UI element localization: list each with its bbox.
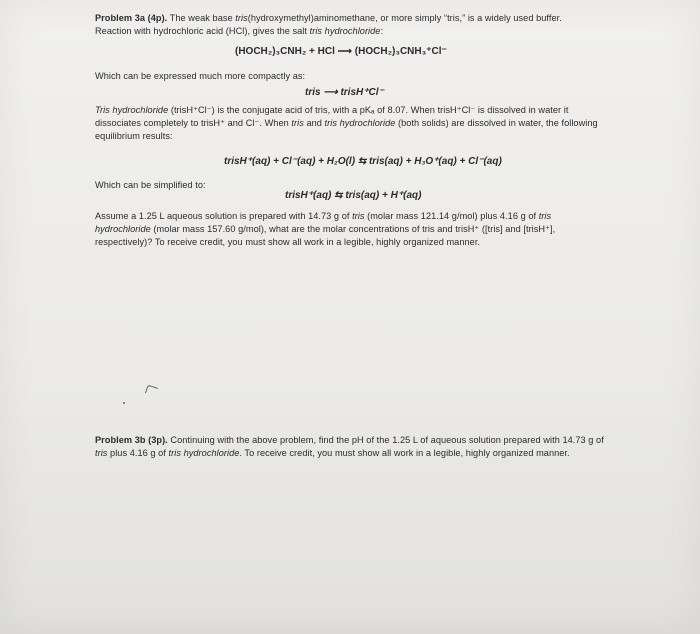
equilibrium-equation: trisH⁺(aq) + Cl⁻(aq) + H₂O(l) ⇆ tris(aq) + H₃O⁺(aq) + Cl⁻(aq) xyxy=(224,156,502,167)
problem-3b-heading: Problem 3b (3p). xyxy=(95,435,168,445)
simplified-label: Which can be simplified to: xyxy=(95,180,206,190)
neutralization-reaction: (HOCH₂)₃CNH₂ + HCl ⟶ (HOCH₂)₃CNH₃⁺Cl⁻ xyxy=(235,46,447,57)
problem-3a-intro: Problem 3a (4p). The weak base tris(hydroxymethyl)aminomethane, or more simply “tris,” is a widely used buffer. Reaction with hydrochloric acid (HCl), gives the salt tris hydrochloride: xyxy=(95,13,562,36)
compact-equation: tris ⟶ trisH⁺Cl⁻ xyxy=(305,87,384,98)
problem-3b-text: Problem 3b (3p). Continuing with the above problem, find the pH of the 1.25 L of aqueous solution prepared with 14.73 g of tris plus 4.16 g of tris hydrochloride. To receive credit, you must show all work in a legible, highly organized manner. xyxy=(95,435,604,458)
pencil-mark xyxy=(145,385,158,397)
simplified-equation: trisH⁺(aq) ⇆ tris(aq) + H⁺(aq) xyxy=(285,190,422,201)
conjugate-acid-paragraph: Tris hydrochloride (trisH⁺Cl⁻) is the conjugate acid of tris, with a pKₐ of 8.07. When trisH⁺Cl⁻ is dissolved in water it dissociates completely to trisH⁺ and Cl⁻. When tris and tris hydrochloride (both solids) are dissolved in water, the following equilibrium results: xyxy=(95,105,598,141)
problem-3a-question: Assume a 1.25 L aqueous solution is prepared with 14.73 g of tris (molar mass 121.14 g/mol) plus 4.16 g of tris hydrochloride (molar mass 157.60 g/mol), what are the molar concentrations of tris and trisH⁺ ([tris] and [trisH⁺], respectively)? To receive credit, you must show all work in a legible, highly organized manner. xyxy=(95,211,556,247)
pencil-dot xyxy=(123,402,125,404)
problem-3a-heading: Problem 3a (4p). xyxy=(95,13,168,23)
compact-label: Which can be expressed much more compactly as: xyxy=(95,71,306,81)
